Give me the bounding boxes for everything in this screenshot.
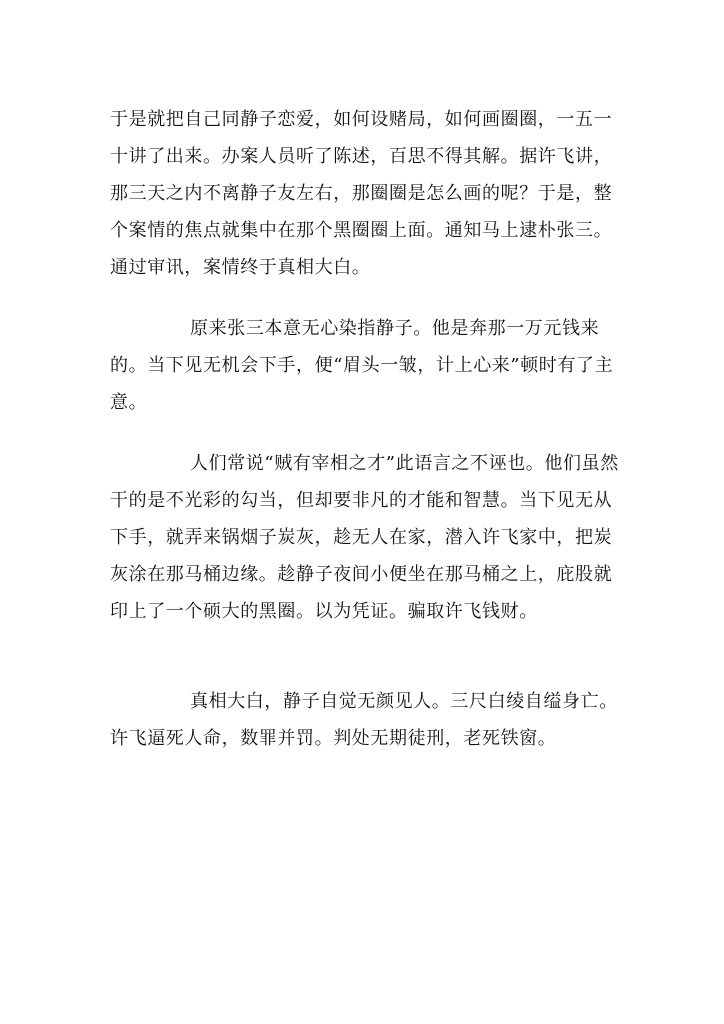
paragraph-1: 于是就把自己同静子恋爱，如何设赌局，如何画圈圈，一五一十讲了出来。办案人员听了陈述，百思不得其解。据许飞讲，那三天之内不离静子友左右，那圈圈是怎么画的呢？于是，整个案情的焦点就集中在那个黑圈圈上面。通知马上逮朴张三。通过审讯，案情终于真相大白。 bbox=[110, 109, 613, 278]
document-body bbox=[110, 0, 620, 1024]
paragraph-3: 人们常说“贼有宰相之才”此语言之不诬也。他们虽然干的是不光彩的勾当，但却要非凡的才能和智慧。当下见无从下手，就弄来锅烟子炭灰，趁无人在家，潜入许飞家中，把炭灰涂在那马桶边缘。趁静子夜间小便坐在那马桶之上，庇股就印上了一个硕大的黑圈。以为凭证。骗取许飞钱财。 bbox=[110, 453, 619, 622]
paragraph-2: 原来张三本意无心染指静子。他是奔那一万元钱来的。当下见无机会下手，便“眉头一皱，计上心来”顿时有了主意。 bbox=[110, 318, 614, 413]
paragraph-4: 真相大白，静子自觉无颜见人。三尺白绫自缢身亡。许飞逼死人命，数罪并罚。判处无期徒刑，老死铁窗。 bbox=[110, 691, 618, 749]
